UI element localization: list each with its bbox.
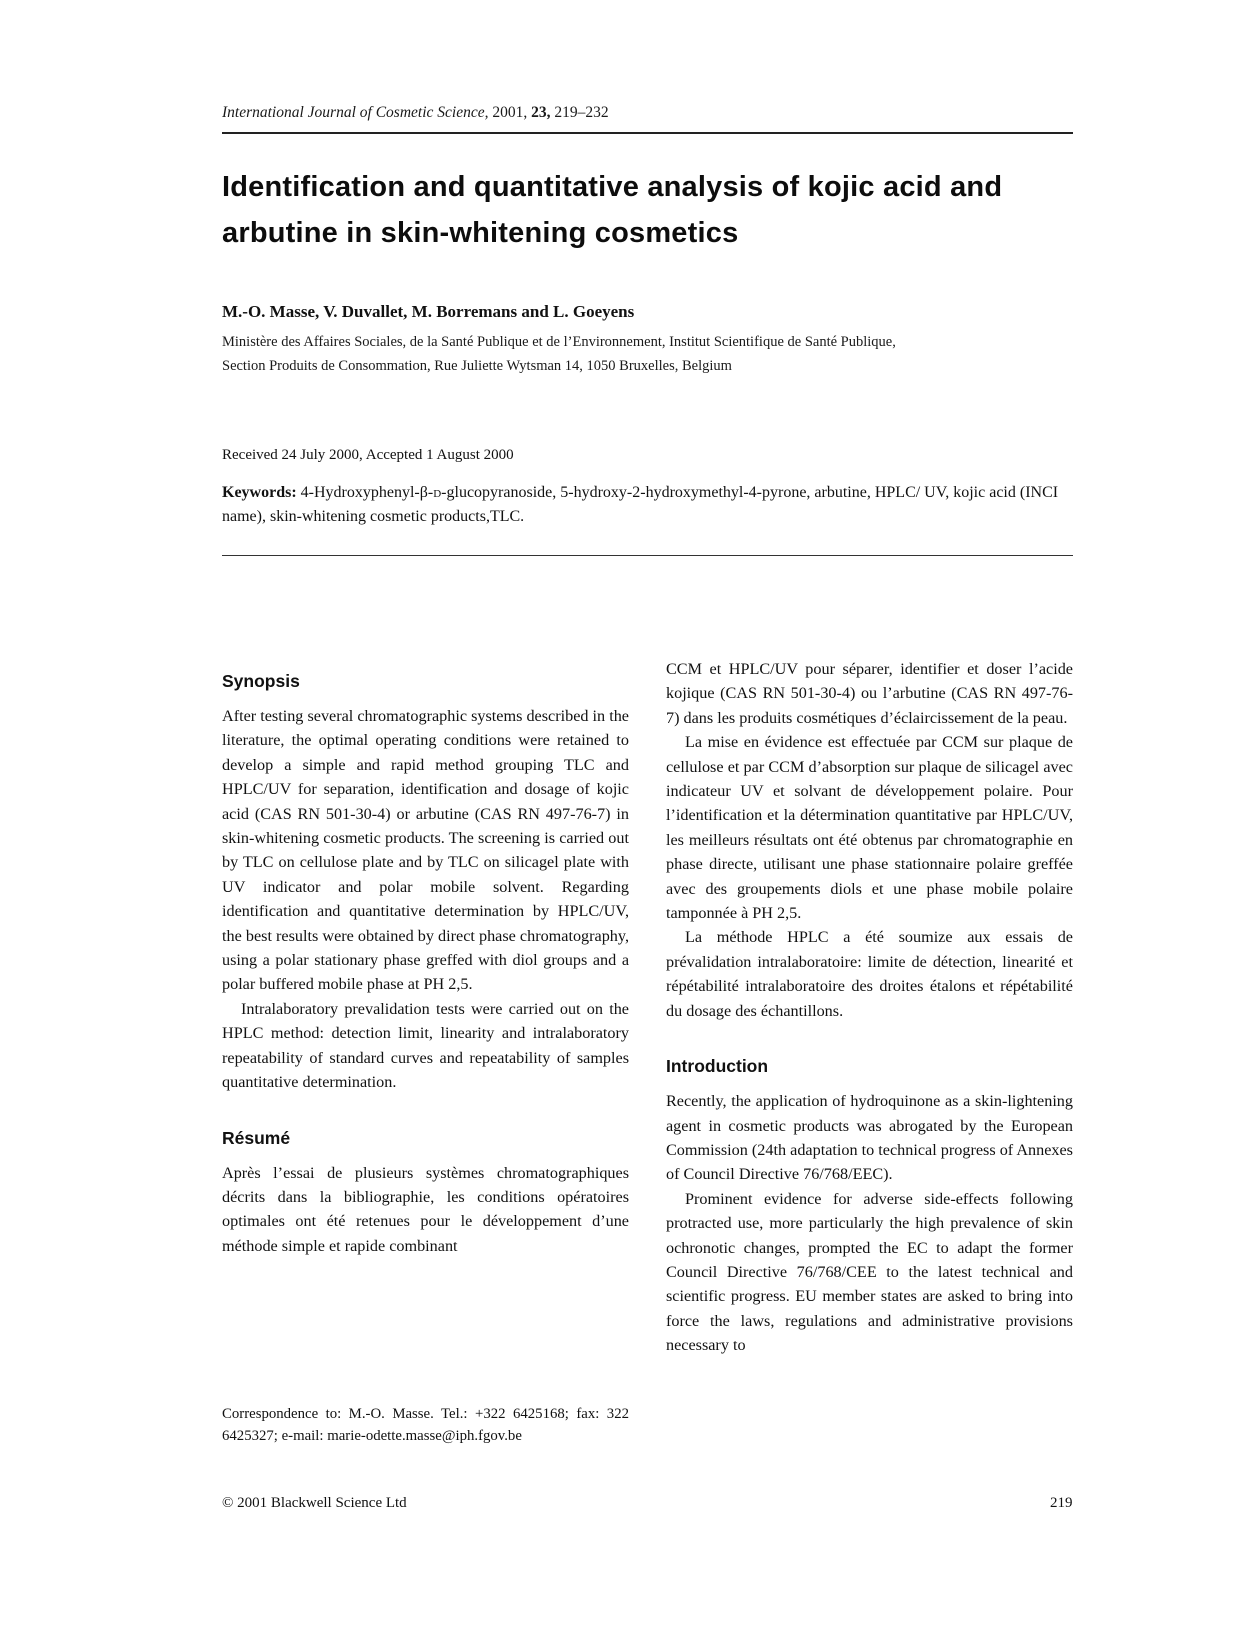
synopsis-paragraph-2: Intralaboratory prevalidation tests were carried out on the HPLC method: detection limit, linearity and intralaboratory repeatability of standard curves and repeatability of samples quantitative determination. xyxy=(222,999,629,1092)
keywords-text-d: d xyxy=(433,484,442,501)
keywords-label: Keywords: xyxy=(222,484,297,501)
affiliation xyxy=(222,330,1082,378)
keywords-text-a: 4-Hydroxyphenyl-β- xyxy=(296,484,434,501)
page-number: 219 xyxy=(1050,1495,1073,1511)
journal-name: International Journal of Cosmetic Science, xyxy=(222,104,489,121)
journal-volume: 23, xyxy=(531,104,551,121)
journal-header xyxy=(222,104,609,122)
keywords-divider xyxy=(222,555,1073,556)
correspondence-note: Correspondence to: M.-O. Masse. Tel.: +322 6425168; fax: 322 6425327; e-mail: marie-odette.masse@iph.fgov.be xyxy=(222,1406,629,1444)
paper-title: Identification and quantitative analysis of kojic acid and arbutine in skin-whitening cosmetics xyxy=(222,171,1003,249)
synopsis-heading: Synopsis xyxy=(222,671,300,691)
header-divider xyxy=(222,132,1073,134)
introduction-paragraph-1: Recently, the application of hydroquinone as a skin-lightening agent in cosmetic products was abrogated by the European Commission (24th adaptation to technical progress of Annexes of Council Directive 76/768/EEC). xyxy=(666,1092,1073,1184)
introduction-paragraph-2: Prominent evidence for adverse side-effects following protracted use, more particularly the high prevalence of skin ochronotic changes, prompted the EC to adapt the former Council Directive 76/768/CEE to the latest technical and scientific progress. EU member states are asked to bring into force the laws, regulations and administrative provisions necessary to xyxy=(666,1189,1073,1355)
received-dates: Received 24 July 2000, Accepted 1 August 2000 xyxy=(222,447,514,463)
left-column xyxy=(222,668,629,1258)
journal-year: 2001, xyxy=(492,104,528,121)
resume-paragraph-2: La mise en évidence est effectuée par CCM sur plaque de cellulose et par CCM d’absorption sur plaque de silicagel avec indicateur UV et solvant de développement polaire. Pour l’identification et la détermination quantitative par HPLC/UV, les meilleurs résultats ont été obtenus par chromatographie en phase directe, utilisant une phase stationnaire polaire greffée avec des groupements diols et une phase mobile polaire tamponnée à PH 2,5. xyxy=(666,733,1073,923)
copyright-footer: © 2001 Blackwell Science Ltd xyxy=(222,1495,407,1511)
introduction-heading: Introduction xyxy=(666,1056,769,1077)
affiliation-line-1: Ministère des Affaires Sociales, de la Santé Publique et de l’Environnement, Institut Scientifique de Santé Publique, xyxy=(222,334,896,350)
resume-heading: Résumé xyxy=(222,1127,291,1148)
resume-paragraph-1: Après l’essai de plusieurs systèmes chromatographiques décrits dans la bibliographie, les conditions opératoires optimales ont été retenues pour le développement d’une méthode simple et rapide combinant xyxy=(222,1163,629,1255)
right-column xyxy=(666,657,1073,1358)
author-list: M.-O. Masse, V. Duvallet, M. Borremans and L. Goeyens xyxy=(222,302,635,321)
affiliation-line-2: Section Produits de Consommation, Rue Juliette Wytsman 14, 1050 Bruxelles, Belgium xyxy=(222,358,732,374)
journal-pages: 219–232 xyxy=(554,104,609,121)
resume-paragraph-3: La méthode HPLC a été soumize aux essais de prévalidation intralaboratoire: limite de détection, linearité et répétabilité intralaboratoire des droites étalons et répétabilité du dosage des échantillons. xyxy=(666,928,1073,1020)
keywords-text-b: -glucopyranoside, 5-hydroxy-2-hydroxymethyl-4-pyrone, arbutine, HPLC/ UV, kojic acid (INCI name), skin-whitening cosmetic products,TLC. xyxy=(222,484,1059,525)
synopsis-paragraph-1: After testing several chromatographic systems described in the literature, the optimal operating conditions were retained to develop a simple and rapid method grouping TLC and HPLC/UV for separation, identification and dosage of kojic acid (CAS RN 501-30-4) or arbutine (CAS RN 497-76-7) in skin-whitening cosmetic products. The screening is carried out by TLC on cellulose plate and by TLC on silicagel plate with UV indicator and polar mobile solvent. Regarding identification and quantitative determination by HPLC/UV, the best results were obtained by direct phase chromatography, using a polar stationary phase greffed with diol groups and a polar buffered mobile phase at PH 2,5. xyxy=(222,707,629,994)
keywords xyxy=(222,481,1082,529)
resume-paragraph-continued: CCM et HPLC/UV pour séparer, identifier et doser l’acide kojique (CAS RN 501-30-4) ou l’arbutine (CAS RN 497-76-7) dans les produits cosmétiques d’éclaircissement de la peau. xyxy=(666,660,1073,727)
